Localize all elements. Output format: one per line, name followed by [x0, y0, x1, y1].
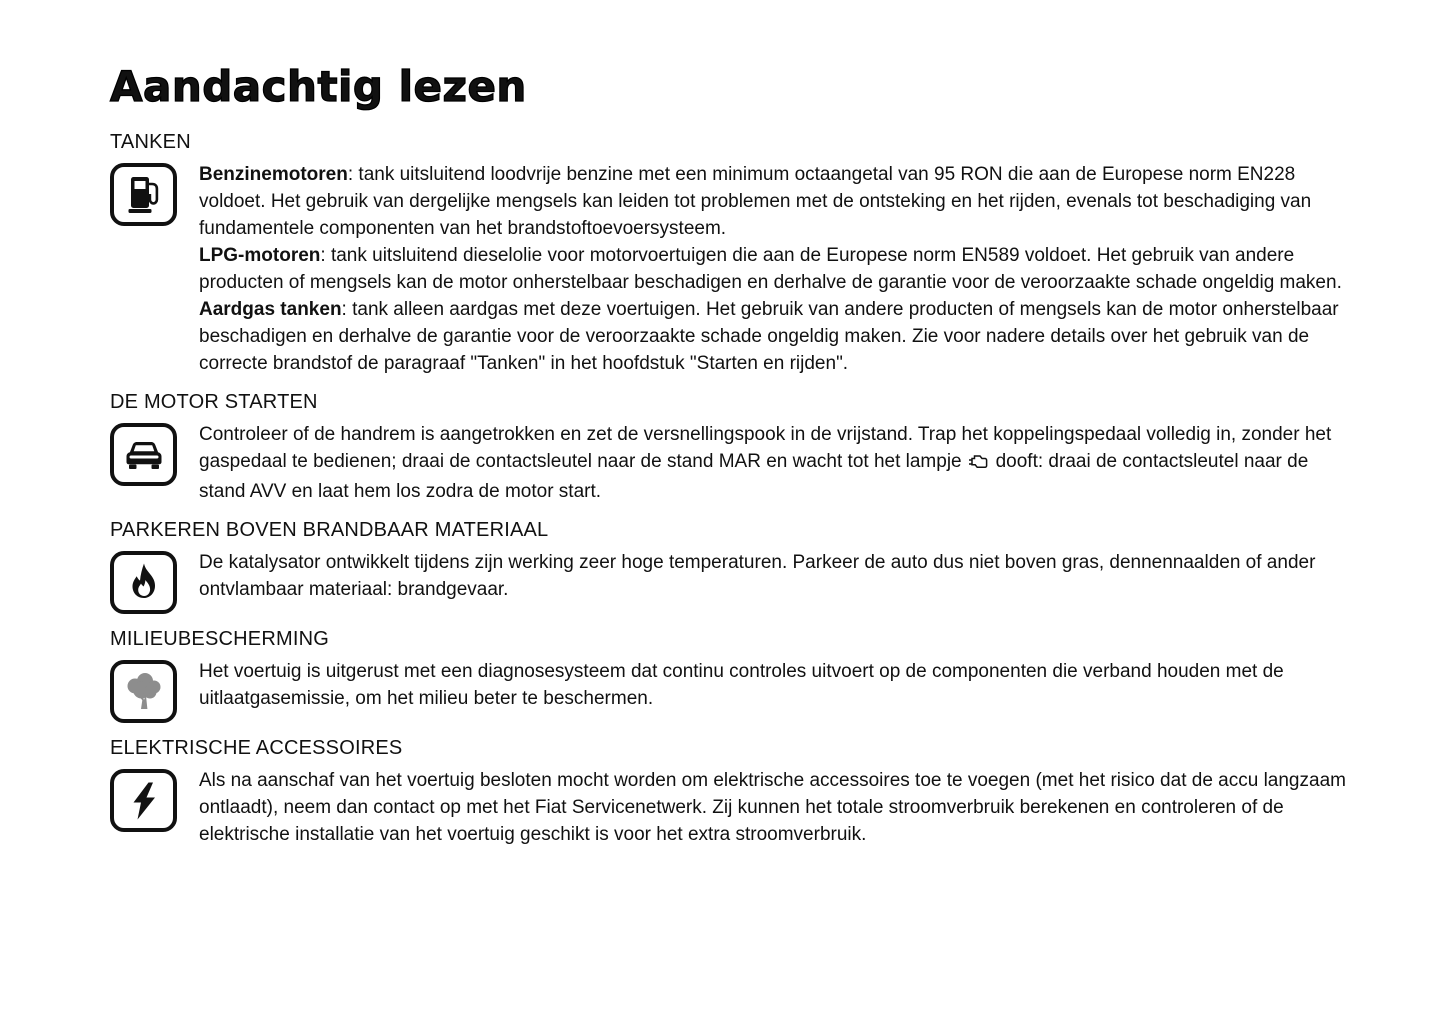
paragraph-body: Het voertuig is uitgerust met een diagnosesysteem dat continu controles uitvoert op de componenten die verband houden met de uitlaatgasemissie, om het milieu beter te beschermen. [199, 661, 1284, 709]
car-icon [110, 423, 177, 486]
paragraph-body: De katalysator ontwikkelt tijdens zijn werking zeer hoge temperaturen. Parkeer de auto dus niet boven gras, dennennaalden of ander ontvlambaar materiaal: brandgevaar. [199, 552, 1316, 600]
warning-lamp-icon [967, 451, 991, 478]
fuel-pump-icon [110, 163, 177, 226]
section-heading-de-motor-starten: DE MOTOR STARTEN [110, 391, 318, 413]
paragraph-body: : tank uitsluitend dieselolie voor motorvoertuigen die aan de Europese norm EN589 voldoet. Het gebruik van andere producten of mengsels kan de motor onherstelbaar beschadigen en derhalve de garantie voor de veroorzaakte schade ongeldig maken. [199, 245, 1342, 293]
paragraph-lead: Benzinemotoren [199, 164, 348, 185]
paragraph-body: Als na aanschaf van het voertuig besloten mocht worden om elektrische accessoires toe te voegen (met het risico dat de accu langzaam ontlaadt), neem dan contact op met het Fiat Servicenetwerk. Zij kunnen het totale stroomverbruik berekenen en controleren of de elektrische installatie van het voertuig geschikt is voor het extra stroomverbruik. [199, 770, 1346, 845]
section-milieubescherming [110, 628, 1355, 723]
section-de-motor-starten [110, 391, 1355, 505]
section-elektrische-accessoires [110, 737, 1355, 848]
section-heading-milieubescherming: MILIEUBESCHERMING [110, 628, 329, 650]
section-heading-elektrische-accessoires: ELEKTRISCHE ACCESSOIRES [110, 737, 403, 759]
section-text [199, 161, 1355, 377]
paragraph-accessoires [199, 767, 1355, 848]
paragraph-body: : tank alleen aardgas met deze voertuigen. Het gebruik van andere producten of mengsels kan de motor onherstelbaar beschadigen en derhalve de garantie voor de veroorzaakte schade ongeldig maken. Zie voor nadere details over het gebruik van de correcte brandstof de paragraaf "Tanken" in het hoofdstuk "Starten en rijden". [199, 299, 1339, 374]
paragraph-benzinemotoren [199, 161, 1355, 242]
section-heading-tanken: TANKEN [110, 131, 191, 153]
section-heading-parkeren: PARKEREN BOVEN BRANDBAAR MATERIAAL [110, 519, 549, 541]
section-text [199, 658, 1355, 712]
paragraph-body: : tank uitsluitend loodvrije benzine met een minimum octaangetal van 95 RON die aan de Europese norm EN228 voldoet. Het gebruik van dergelijke mengsels kan leiden tot problemen met de ontsteking en het rijden, evenals tot beschadiging van fundamentele componenten van het brandstoftoevoersysteem. [199, 164, 1312, 239]
section-text [199, 549, 1355, 603]
flame-icon [110, 551, 177, 614]
paragraph-lead: Aardgas tanken [199, 299, 342, 320]
section-text [199, 767, 1355, 848]
paragraph-motor-starten [199, 421, 1355, 505]
paragraph-body: Controleer of de handrem is aangetrokken en zet de versnellingspook in de vrijstand. Trap het koppelingspedaal volledig in, zonder het gaspedaal te bedienen; draai de contactsleutel naar de stand MAR en wacht tot het lampje [199, 424, 1332, 472]
tree-icon [110, 660, 177, 723]
paragraph-parkeren [199, 549, 1355, 603]
section-text [199, 421, 1355, 505]
page-title: Aandachtig lezen [110, 62, 527, 111]
paragraph-lpg-motoren [199, 242, 1355, 296]
section-parkeren-brandbaar [110, 519, 1355, 614]
lightning-icon [110, 769, 177, 832]
section-tanken [110, 131, 1355, 377]
paragraph-body: dooft: draai de contactsleutel naar de stand AVV en laat hem los zodra de motor start. [199, 451, 1309, 502]
paragraph-lead: LPG-motoren [199, 245, 321, 266]
paragraph-aardgas-tanken [199, 296, 1355, 377]
paragraph-milieu [199, 658, 1355, 712]
